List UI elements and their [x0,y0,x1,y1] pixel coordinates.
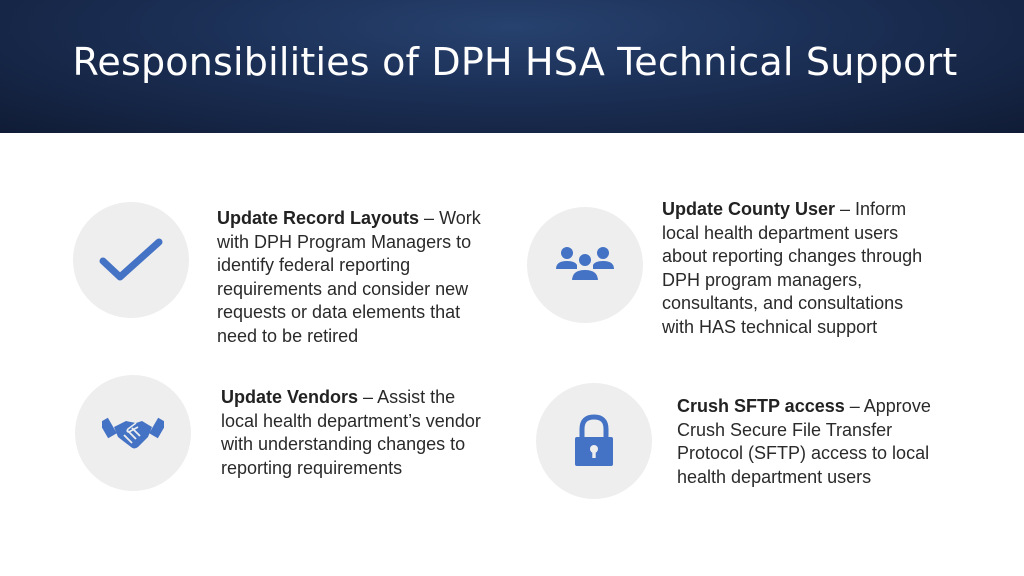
item-heading: Crush SFTP access [677,396,845,416]
item-separator: – [844,396,864,416]
item-update-county-user [662,198,937,339]
users-group-icon-circle [527,207,643,323]
item-heading: Update County User [662,199,836,219]
item-heading: Update Record Layouts [217,208,420,228]
item-heading: Update Vendors [221,387,359,407]
item-body: Inform local health department users about reporting changes through DPH program managers, consultants, and consultations with HAS technical support [662,199,923,337]
users-group-icon [555,245,615,285]
item-separator: – [419,208,440,228]
checkmark-icon-circle [73,202,189,318]
item-body: Assist the local health department’s vendor with understanding changes to reporting requirements [221,387,481,478]
lock-icon-circle [536,383,652,499]
item-update-vendors [221,386,491,480]
handshake-icon-circle [75,375,191,491]
item-body: Work with DPH Program Managers to identify federal reporting requirements and consider new requests or data elements that need to be retired [217,208,481,346]
item-update-record-layouts [217,207,502,348]
item-crush-sftp-access [677,395,957,489]
title-banner [0,0,1024,133]
slide-title: Responsibilities of DPH HSA Technical Support [72,40,958,84]
checkmark-icon [98,237,164,283]
item-separator: – [835,199,856,219]
lock-icon [572,414,616,468]
handshake-icon [102,413,164,453]
item-separator: – [358,387,378,407]
item-body: Approve Crush Secure File Transfer Protocol (SFTP) access to local health department users [677,396,931,487]
